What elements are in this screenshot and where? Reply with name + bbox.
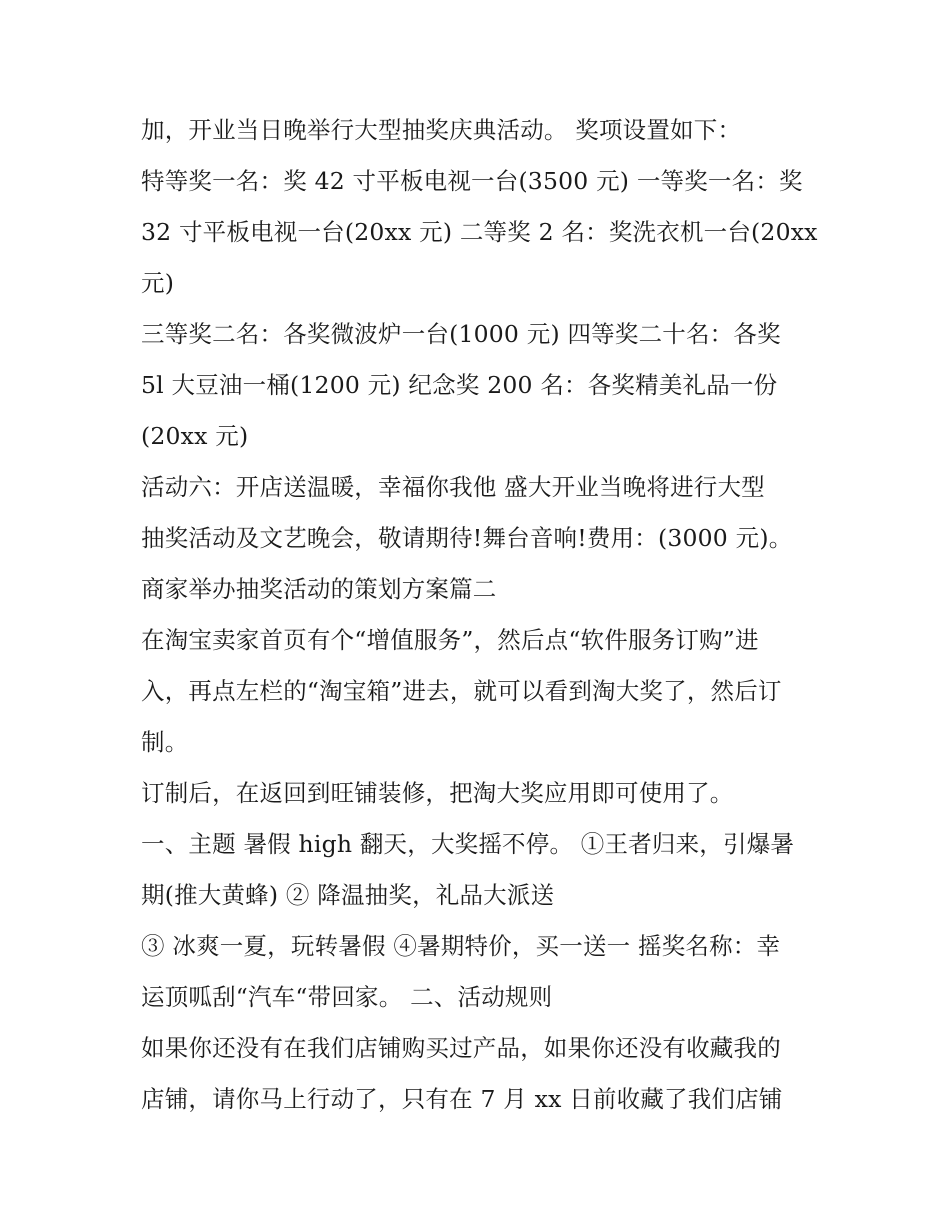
text-line: 如果你还没有在我们店铺购买过产品，如果你还没有收藏我的 (141, 1034, 781, 1062)
text-line: 店铺，请你马上行动了，只有在 7 月 xx 日前收藏了我们店铺 (141, 1085, 783, 1113)
text-line: 5l 大豆油一桶(1200 元) 纪念奖 200 名：各奖精美礼品一份 (141, 371, 778, 399)
text-line: 加，开业当日晚举行大型抽奖庆典活动。 奖项设置如下： (141, 116, 742, 144)
text-line: 入，再点左栏的“淘宝箱”进去，就可以看到淘大奖了，然后订 (141, 677, 782, 705)
text-line: 一、主题 暑假 high 翻天，大奖摇不停。 ①王者归来，引爆暑 (141, 830, 795, 858)
text-line: 期(推大黄蜂) ② 降温抽奖，礼品大派送 (141, 881, 555, 909)
text-line: 元) (141, 269, 175, 297)
section-heading: 商家举办抽奖活动的策划方案篇二 (141, 575, 497, 603)
text-line: 订制后，在返回到旺铺装修，把淘大奖应用即可使用了。 (141, 779, 734, 807)
text-line: 32 寸平板电视一台(20xx 元) 二等奖 2 名：奖洗衣机一台(20xx (141, 218, 818, 246)
text-line: (20xx 元) (141, 422, 249, 450)
text-line: 活动六：开店送温暖，幸福你我他 盛大开业当晚将进行大型 (141, 473, 765, 501)
text-line: ③ 冰爽一夏，玩转暑假 ④暑期特价，买一送一 摇奖名称：幸 (141, 932, 781, 960)
text-line: 制。 (141, 728, 189, 756)
text-line: 三等奖二名：各奖微波炉一台(1000 元) 四等奖二十名：各奖 (141, 320, 781, 348)
text-line: 在淘宝卖家首页有个“增值服务”，然后点“软件服务订购”进 (141, 626, 759, 654)
text-line: 特等奖一名：奖 42 寸平板电视一台(3500 元) 一等奖一名：奖 (141, 167, 803, 195)
text-line: 抽奖活动及文艺晚会，敬请期待!舞台音响!费用：(3000 元)。 (141, 524, 793, 552)
text-line: 运顶呱刮“汽车“带回家。 二、活动规则 (141, 983, 553, 1011)
